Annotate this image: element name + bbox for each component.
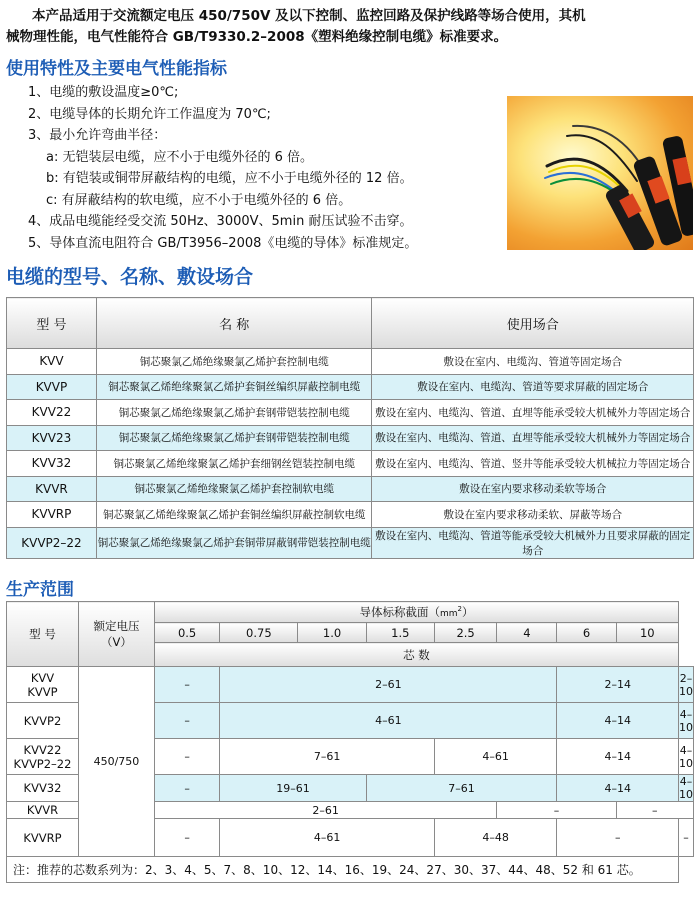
table-row xyxy=(7,476,694,502)
cores-cell: – xyxy=(154,703,219,739)
cores-cell: – xyxy=(616,802,693,819)
range-model-cell: KVVP2 xyxy=(7,703,79,739)
table-row xyxy=(7,374,694,400)
range-header-voltage xyxy=(79,602,155,667)
cores-cell: 4–10 xyxy=(679,775,693,801)
property-subitem: c: 有屏蔽结构的软电缆，应不小于电缆外径的 6 倍。 xyxy=(46,192,352,208)
model-cell: KVVP2–22 xyxy=(7,527,97,558)
name-cell: 铜芯聚氯乙烯绝缘聚氯乙烯护套铜带屏蔽钢带铠装控制电缆 xyxy=(96,527,372,558)
cores-cell: 4–48 xyxy=(434,819,557,857)
size-cell: 10 xyxy=(616,623,678,643)
name-cell: 铜芯聚氯乙烯绝缘聚氯乙烯护套细钢丝铠装控制电缆 xyxy=(96,451,372,477)
table-row xyxy=(7,502,694,528)
cores-cell: – xyxy=(154,819,219,857)
range-model-cell: KVVR xyxy=(7,802,79,819)
table-row xyxy=(7,425,694,451)
header-model: 型 号 xyxy=(7,298,97,349)
range-model-cell: KVV32 xyxy=(7,775,79,802)
property-subitem: b: 有铠装或铜带屏蔽结构的电缆，应不小于电缆外径的 12 倍。 xyxy=(46,171,413,186)
cores-cell: 4–14 xyxy=(557,775,679,802)
name-cell: 铜芯聚氯乙烯绝缘聚氯乙烯护套控制电缆 xyxy=(96,349,372,375)
range-model-cell: KVVRP xyxy=(7,819,79,857)
name-cell: 铜芯聚氯乙烯绝缘聚氯乙烯护套控制软电缆 xyxy=(96,476,372,502)
model-label: KVV22 xyxy=(23,742,62,757)
size-cell: 0.5 xyxy=(154,623,219,643)
model-cell: KVVR xyxy=(7,476,97,502)
range-header-row xyxy=(7,602,694,623)
cable-photo xyxy=(507,96,693,250)
models-table xyxy=(6,297,694,559)
usage-cell: 敷设在室内要求移动柔软等场合 xyxy=(372,476,694,502)
usage-cell: 敷设在室内、电缆沟、管道、直埋等能承受较大机械外力等固定场合 xyxy=(372,400,694,426)
cores-cell: – xyxy=(154,667,219,703)
production-range-table xyxy=(6,601,694,883)
cores-cell: 4–10 xyxy=(679,739,694,775)
property-item: 2、电缆导体的长期允许工作温度为 70℃; xyxy=(28,106,271,122)
section-title-range: 生产范围 xyxy=(6,580,74,600)
section-title-models: 电缆的型号、名称、敷设场合 xyxy=(6,266,254,288)
core-series-note: 注：推荐的芯数系列为：2、3、4、5、7、8、10、12、14、16、19、24、27、30、37、44、48、52 和 61 芯。 xyxy=(7,857,679,883)
model-cell: KVVP xyxy=(7,374,97,400)
header-usage: 使用场合 xyxy=(372,298,694,349)
cores-cell: 7–61 xyxy=(366,775,557,802)
cores-cell: 4–14 xyxy=(557,739,679,775)
name-cell: 铜芯聚氯乙烯绝缘聚氯乙烯护套钢带铠装控制电缆 xyxy=(96,400,372,426)
cores-cell: 7–61 xyxy=(220,739,435,775)
model-cell: KVV22 xyxy=(7,400,97,426)
usage-cell: 敷设在室内、电缆沟、管道等能承受较大机械外力且要求屏蔽的固定场合 xyxy=(372,527,694,558)
size-cell: 4 xyxy=(497,623,557,643)
cores-cell: – xyxy=(154,739,219,775)
section-title-properties: 使用特性及主要电气性能指标 xyxy=(6,59,227,79)
table-row xyxy=(7,349,694,375)
range-header-section xyxy=(154,602,678,623)
table-row xyxy=(7,451,694,477)
usage-cell: 敷设在室内、电缆沟、管道等要求屏蔽的固定场合 xyxy=(372,374,694,400)
cores-cell: – xyxy=(497,802,616,819)
note-row xyxy=(7,857,694,883)
section-header-label: 导体标称截面（ xyxy=(359,605,440,619)
size-cell: 1.0 xyxy=(298,623,366,643)
name-cell: 铜芯聚氯乙烯绝缘聚氯乙烯护套钢带铠装控制电缆 xyxy=(96,425,372,451)
properties-list xyxy=(28,82,417,254)
cores-cell: 2–61 xyxy=(154,802,496,819)
model-label: KVV xyxy=(30,670,55,685)
cable-illustration xyxy=(507,96,693,250)
usage-cell: 敷设在室内、电缆沟、管道等固定场合 xyxy=(372,349,694,375)
cores-cell: 4–61 xyxy=(434,739,557,775)
voltage-header-unit: （V） xyxy=(101,635,132,649)
property-item: 3、最小允许弯曲半径： xyxy=(28,128,167,143)
cores-cell: – xyxy=(679,819,694,857)
range-model-cell xyxy=(7,739,79,775)
model-cell: KVV xyxy=(7,349,97,375)
intro-line-1: 本产品适用于交流额定电压 450/750V 及以下控制、监控回路及保护线路等场合使用，其机 xyxy=(32,8,586,24)
usage-cell: 敷设在室内、电缆沟、管道、竖井等能承受较大机械拉力等固定场合 xyxy=(372,451,694,477)
cores-cell: 4–14 xyxy=(557,703,679,739)
model-label: KVVP xyxy=(27,684,58,699)
model-cell: KVV23 xyxy=(7,425,97,451)
section-header-sup: 2 xyxy=(457,605,462,614)
cores-cell: 2–61 xyxy=(220,667,557,703)
range-model-cell xyxy=(7,667,79,703)
intro-line-2: 械物理性能，电气性能符合 GB/T9330.2–2008《塑料绝缘控制电缆》标准要求。 xyxy=(6,29,508,45)
table-row xyxy=(7,400,694,426)
table-row xyxy=(7,527,694,558)
voltage-cell: 450/750 xyxy=(79,667,155,857)
model-cell: KVVRP xyxy=(7,502,97,528)
table-header-row xyxy=(7,298,694,349)
property-item: 5、导体直流电阻符合 GB/T3956–2008《电缆的导体》标准规定。 xyxy=(28,235,418,251)
cores-cell: 4–61 xyxy=(220,819,435,857)
cores-cell: 19–61 xyxy=(220,775,366,802)
name-cell: 铜芯聚氯乙烯绝缘聚氯乙烯护套铜丝编织屏蔽控制电缆 xyxy=(96,374,372,400)
voltage-header-label: 额定电压 xyxy=(93,619,140,633)
usage-cell: 敷设在室内、电缆沟、管道、直埋等能承受较大机械外力等固定场合 xyxy=(372,425,694,451)
size-cell: 0.75 xyxy=(220,623,298,643)
cores-cell: 2–14 xyxy=(557,667,679,703)
size-cell: 2.5 xyxy=(434,623,496,643)
model-label: KVVP2–22 xyxy=(13,756,72,771)
size-cell: 6 xyxy=(557,623,616,643)
header-name: 名 称 xyxy=(96,298,372,349)
range-header-model: 型 号 xyxy=(7,602,79,667)
property-item: 1、电缆的敷设温度≥0℃; xyxy=(28,85,179,100)
property-subitem: a: 无铠装层电缆，应不小于电缆外径的 6 倍。 xyxy=(46,149,314,165)
cores-cell: – xyxy=(154,775,219,802)
name-cell: 铜芯聚氯乙烯绝缘聚氯乙烯护套铜丝编织屏蔽控制软电缆 xyxy=(96,502,372,528)
cores-cell: – xyxy=(557,819,679,857)
cores-cell: 2–10 xyxy=(679,667,694,703)
cores-cell: 4–61 xyxy=(220,703,557,739)
usage-cell: 敷设在室内要求移动柔软、屏蔽等场合 xyxy=(372,502,694,528)
intro-paragraph xyxy=(6,6,696,48)
section-header-unit: mm xyxy=(439,609,458,619)
section-header-close: ） xyxy=(461,605,474,619)
table-row xyxy=(7,667,694,703)
size-cell: 1.5 xyxy=(366,623,434,643)
model-cell: KVV32 xyxy=(7,451,97,477)
cores-header: 芯 数 xyxy=(154,643,678,667)
cores-cell: 4–10 xyxy=(679,703,694,739)
property-item: 4、成品电缆能经受交流 50Hz、3000V、5min 耐压试验不击穿。 xyxy=(28,214,413,229)
